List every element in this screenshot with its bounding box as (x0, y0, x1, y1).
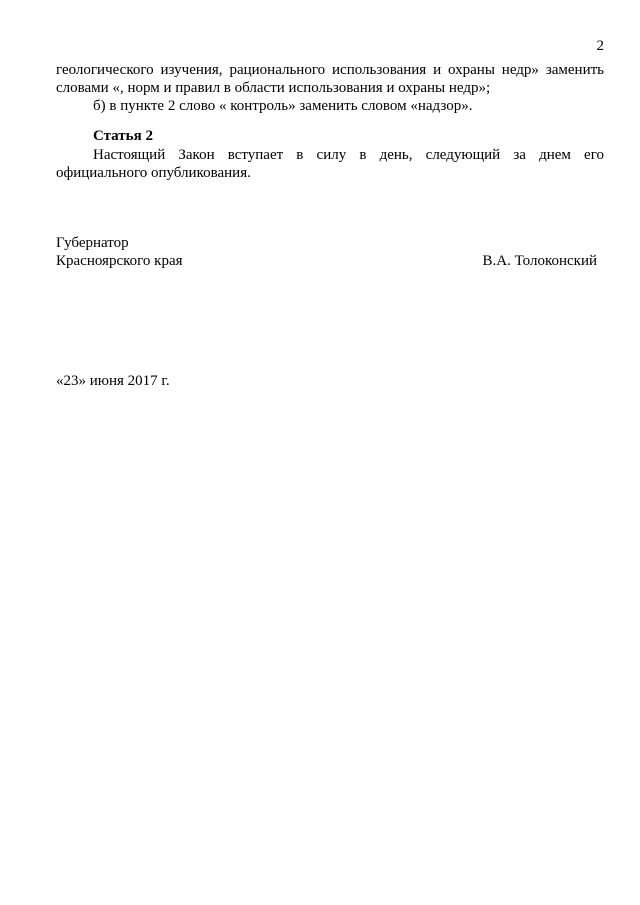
article1-continuation (56, 61, 604, 115)
signatory-title-line1: Губернатор (56, 235, 129, 251)
article1-text-line: геологического изучения, рационального использования и охраны недр» заменить словами «, норм и правил в области использования и охраны недр»; (56, 62, 604, 96)
page-number: 2 (596, 38, 604, 54)
signatory-name: В.А. Толоконский (482, 253, 597, 269)
article2-text: Настоящий Закон вступает в силу в день, следующий за днем его официального опубликования. (56, 147, 604, 181)
document-date: «23» июня 2017 г. (56, 373, 170, 389)
article2-title: Статья 2 (93, 128, 153, 144)
article1-item-b: б) в пункте 2 слово « контроль» заменить словом «надзор». (93, 98, 473, 114)
signatory-title-line2: Красноярского края (56, 253, 183, 269)
